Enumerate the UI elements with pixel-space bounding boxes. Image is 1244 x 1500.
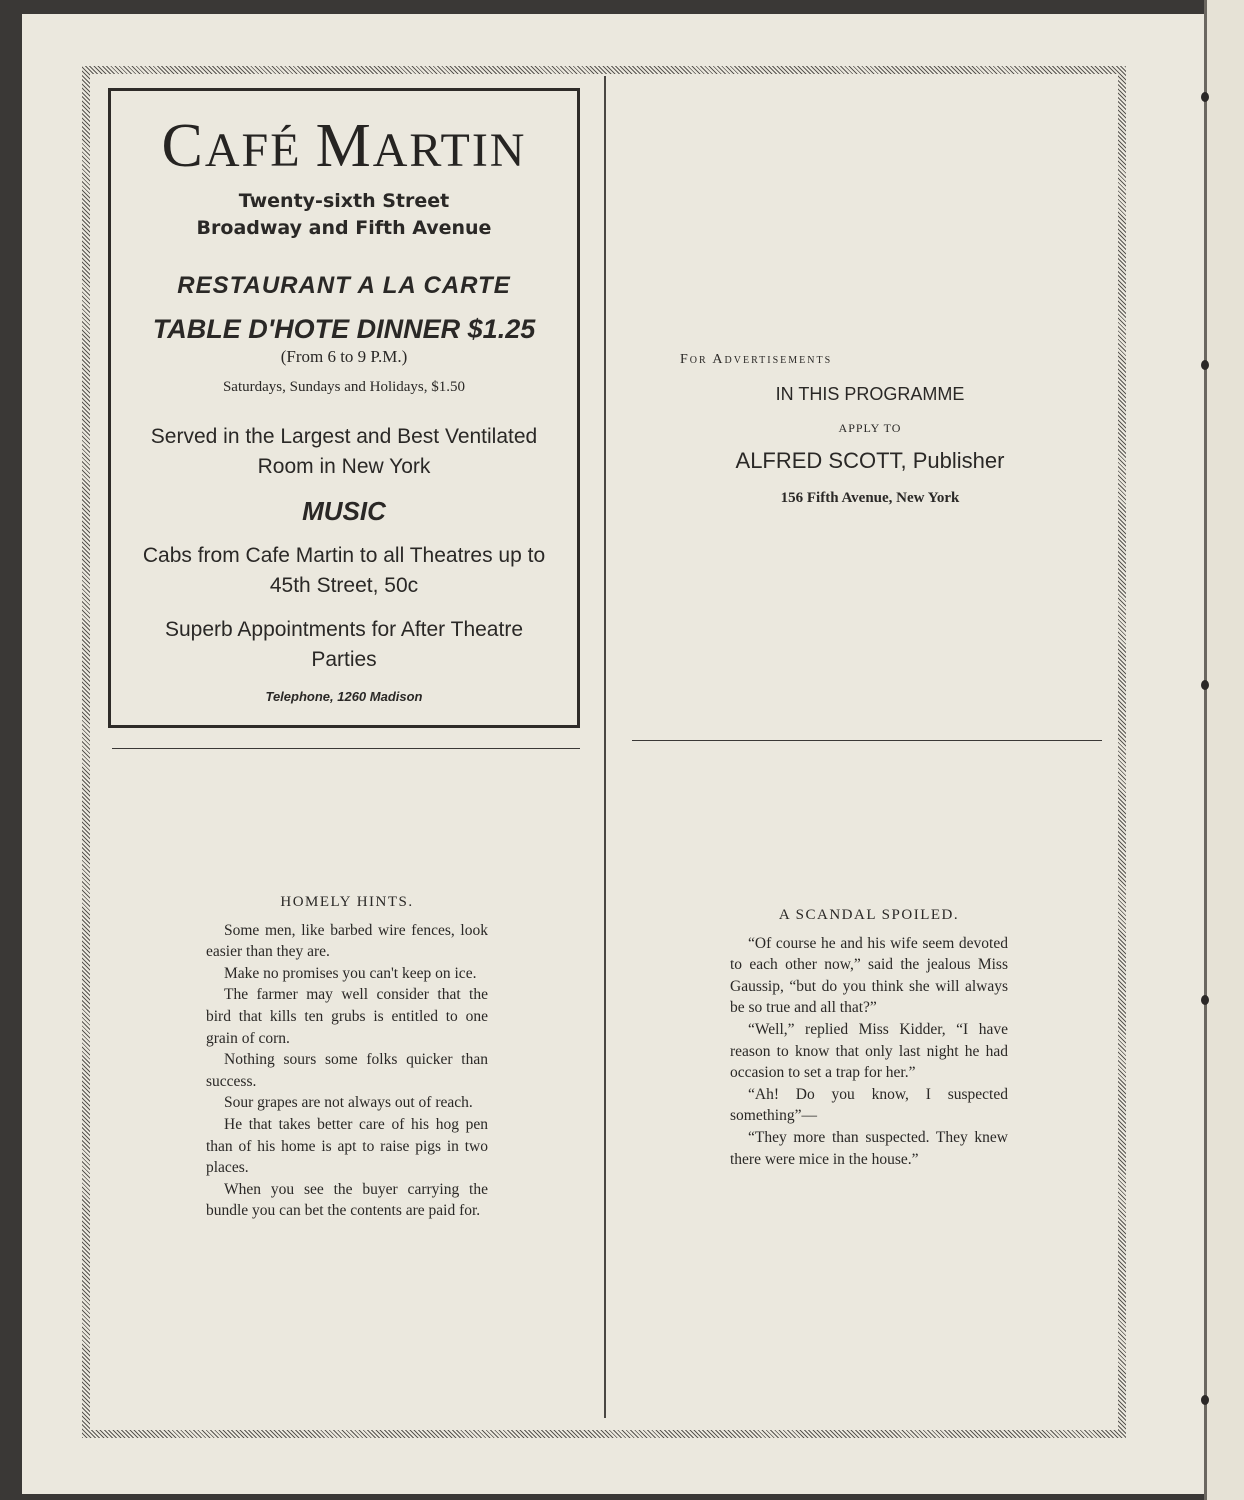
music-heading: MUSIC — [302, 496, 386, 526]
section-rule-left — [112, 748, 580, 749]
scandal-spoiled-article — [730, 905, 1008, 1170]
paragraph: “They more than suspected. They knew there were mice in the house.” — [730, 1128, 1008, 1168]
paragraph: Make no promises you can't keep on ice. — [224, 964, 477, 982]
paragraph: When you see the buyer carrying the bundle you can bet the contents are paid for. — [206, 1180, 488, 1220]
binding-hole — [1201, 92, 1209, 102]
paragraph: Some men, like barbed wire fences, look easier than they are. — [206, 921, 488, 961]
served-text: Served in the Largest and Best Ventilated Room in New York — [150, 425, 538, 478]
dinner-hours: (From 6 to 9 P.M.) — [280, 347, 408, 366]
binding-hole — [1201, 1395, 1209, 1405]
article-title: HOMELY HINTS. — [280, 894, 414, 910]
binding-hole — [1201, 995, 1209, 1005]
superb-text: Superb Appointments for After Theatre Parties — [165, 618, 523, 671]
cafe-martin-ad — [108, 88, 580, 728]
address-line: Broadway and Fifth Avenue — [196, 217, 492, 239]
ad-title: CAFÉ MARTIN — [161, 112, 527, 180]
address-line: Twenty-sixth Street — [238, 190, 450, 212]
binding-strip — [1204, 0, 1244, 1500]
binding-hole — [1201, 680, 1209, 690]
paragraph: “Ah! Do you know, I suspected something”— — [730, 1085, 1008, 1125]
table-dhote-heading: TABLE D'HOTE DINNER $1.25 — [152, 314, 536, 344]
section-rule-right — [632, 740, 1102, 741]
paragraph: He that takes better care of his hog pen than of his home is apt to raise pigs in two places. — [206, 1115, 488, 1177]
weekend-price: Saturdays, Sundays and Holidays, $1.50 — [222, 379, 466, 395]
cabs-text: Cabs from Cafe Martin to all Theatres up to 45th Street, 50c — [142, 544, 546, 597]
restaurant-heading: RESTAURANT A LA CARTE — [177, 272, 511, 299]
telephone: Telephone, 1260 Madison — [265, 689, 423, 704]
column-divider — [604, 76, 606, 1418]
advertising-notice: For Advertisements IN THIS PROGRAMME APPLY TO ALFRED SCOTT, Publisher 156 Fifth Avenue, New York — [680, 352, 1005, 506]
paragraph: Nothing sours some folks quicker than success. — [206, 1051, 488, 1090]
binding-hole — [1201, 360, 1209, 370]
paragraph: The farmer may well consider that the bird that kills ten grubs is entitled to one grain of corn. — [206, 986, 488, 1047]
paragraph: “Of course he and his wife seem devoted to each other now,” said the jealous Miss Gaussip, “but do you think she will always be so true and all that?” — [730, 934, 1008, 1017]
paragraph: “Well,” replied Miss Kidder, “I have reason to know that only last night he had occasion to set a trap for her.” — [730, 1020, 1008, 1082]
paragraph: Sour grapes are not always out of reach. — [224, 1094, 473, 1112]
homely-hints-article — [206, 892, 488, 1222]
article-title: A SCANDAL SPOILED. — [778, 907, 960, 923]
